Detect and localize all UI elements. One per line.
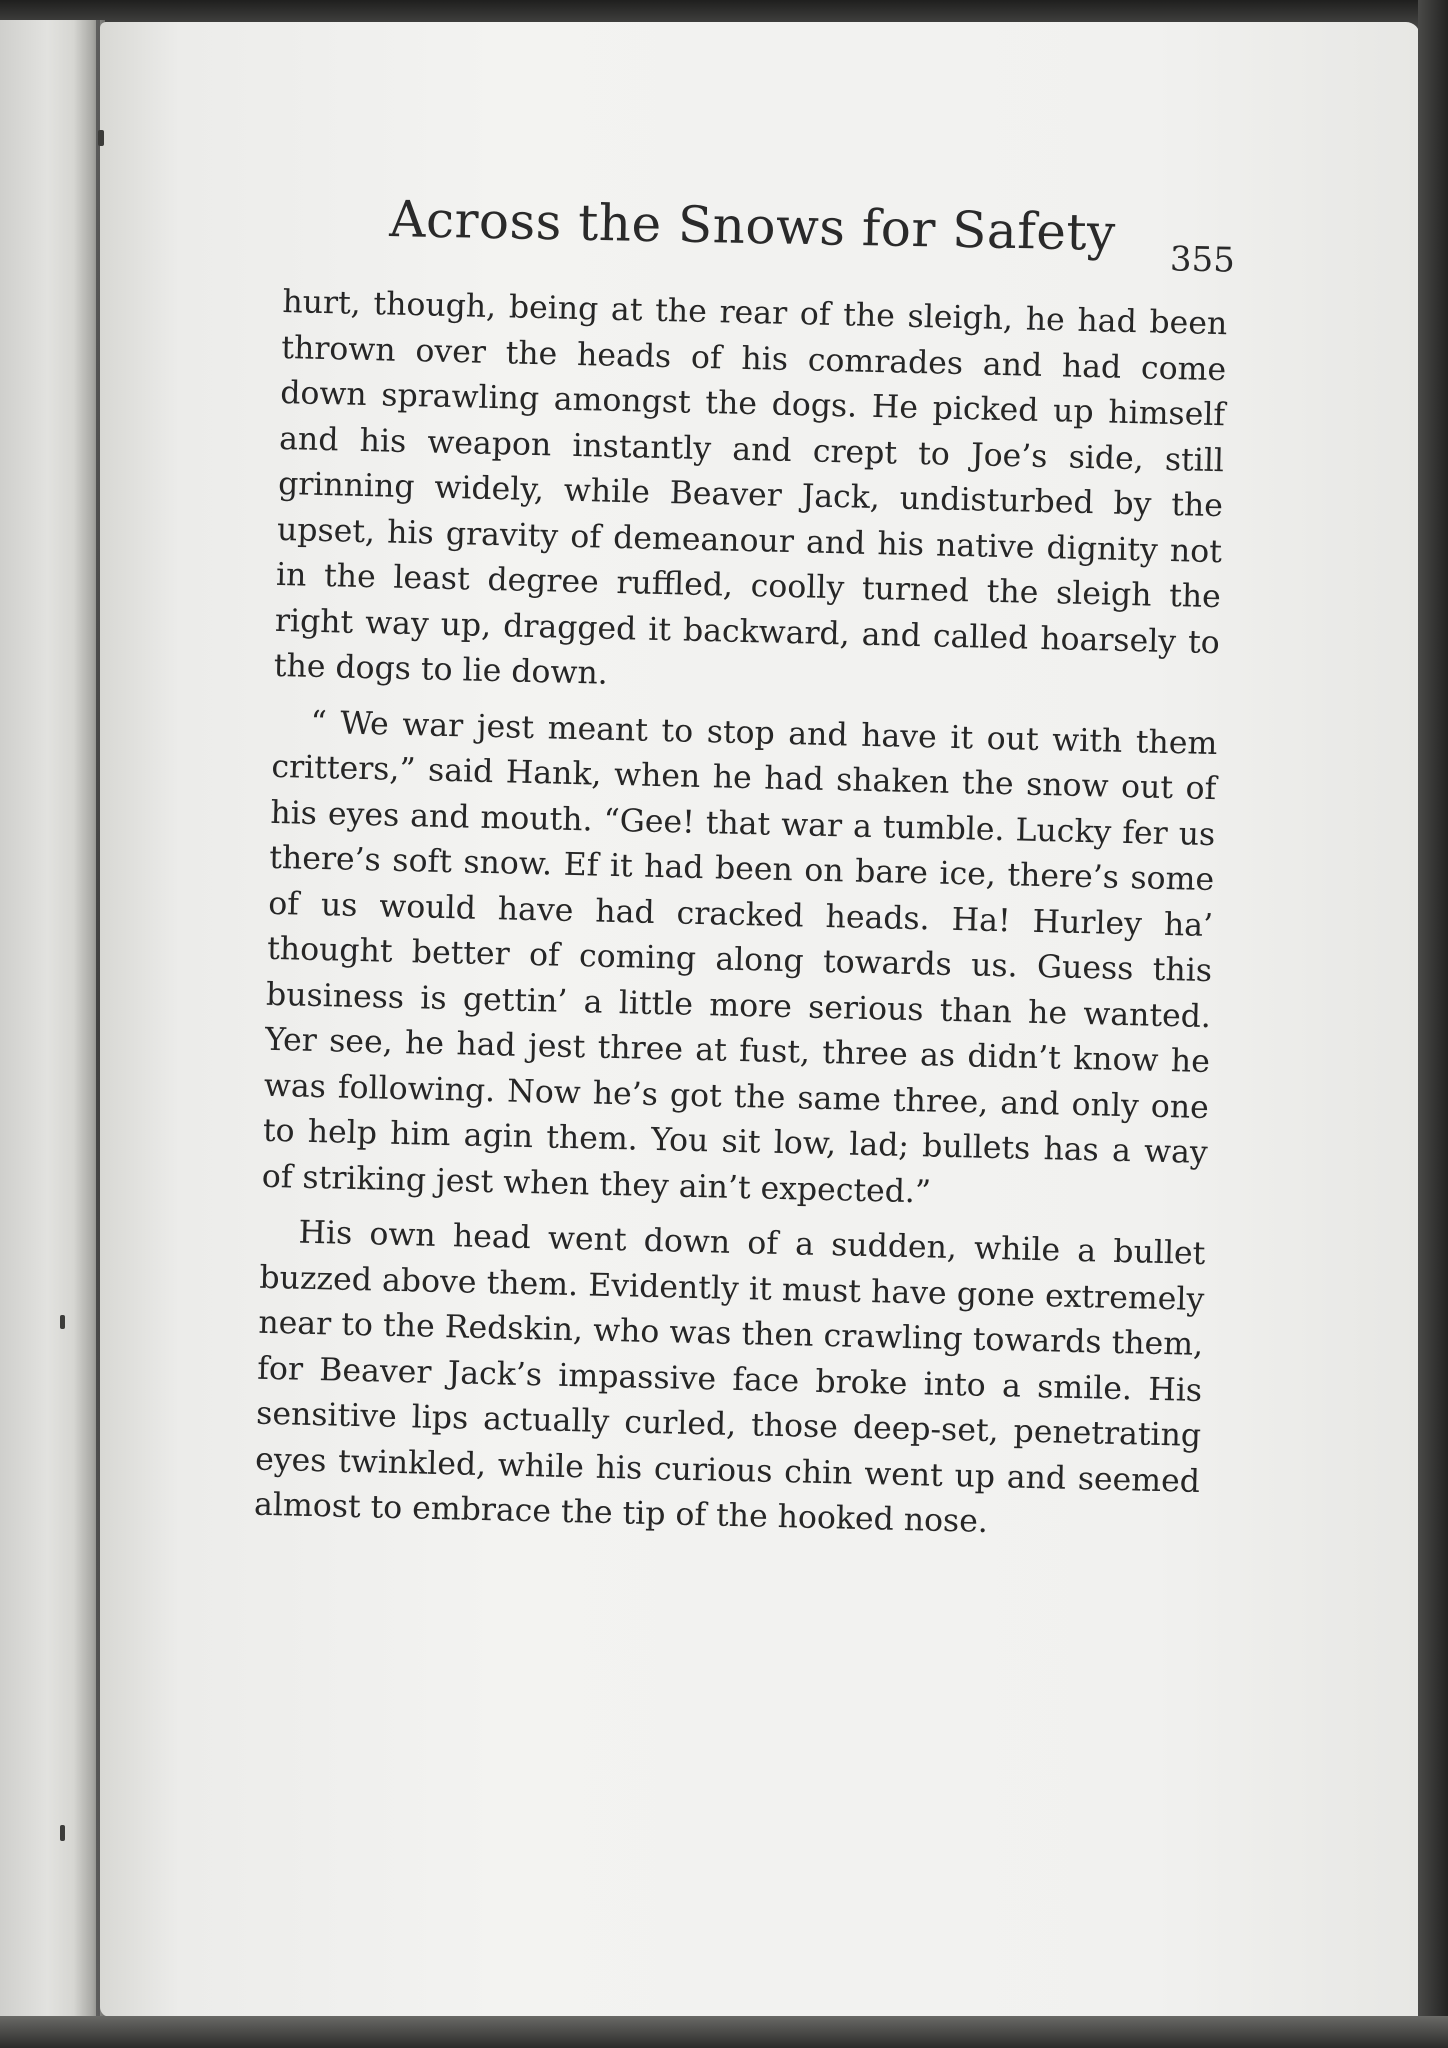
scan-speck	[60, 1825, 65, 1841]
paragraph: His own head went down of a sudden, while a bullet buzzed above them. Evidently it must have gone extremely near to the Redskin, who was then crawling towards them, for Beaver Jack’s impassive face broke into a smile. His sensitive lips actually curled, those deep-set, penetrating eyes twinkled, while his curious chin went up and seemed almost to embrace the tip of the hooked nose.	[253, 1214, 1206, 1540]
body-text	[254, 280, 1228, 1550]
scanner-bottom-edge	[0, 2016, 1448, 2048]
scan-speck	[60, 1315, 65, 1329]
scanner-right-edge	[1418, 0, 1448, 2048]
scan-speck	[98, 130, 104, 146]
paragraph: hurt, though, being at the rear of the sleigh, he had been thrown over the heads of his comrades and had come down sprawling amongst the dogs. He picked up himself and his weapon instantly and crept to Joe’s side, still grinning widely, while Beaver Jack, undisturbed by the upset, his gravity of demeanour and his native dignity not in the least degree ruffled, coolly turned the sleigh the right way up, dragged it backward, and called hoarsely to the dogs to lie down.	[273, 283, 1228, 692]
running-head: Across the Snows for Safety	[388, 190, 1117, 262]
page-number: 355	[1169, 239, 1236, 281]
paragraph: “ We war jest meant to stop and have it out with them critters,” said Hank, when he had shaken the snow out of his eyes and mouth. “Gee! that war a tumble. Lucky fer us there’s soft snow. Ef it had been on bare ice, there’s some of us would have had cracked heads. Ha! Hurley ha’ thought better of coming along towards us. Guess this business is gettin’ a little more serious than he wanted. Yer see, he had jest three at fust, three as didn’t know he was following. Now he’s got the same three, and only one to help him agin them. You sit low, lad; bullets has a way of striking jest when they ain’t expected.”	[261, 704, 1218, 1211]
facing-page-edge	[0, 20, 105, 2030]
